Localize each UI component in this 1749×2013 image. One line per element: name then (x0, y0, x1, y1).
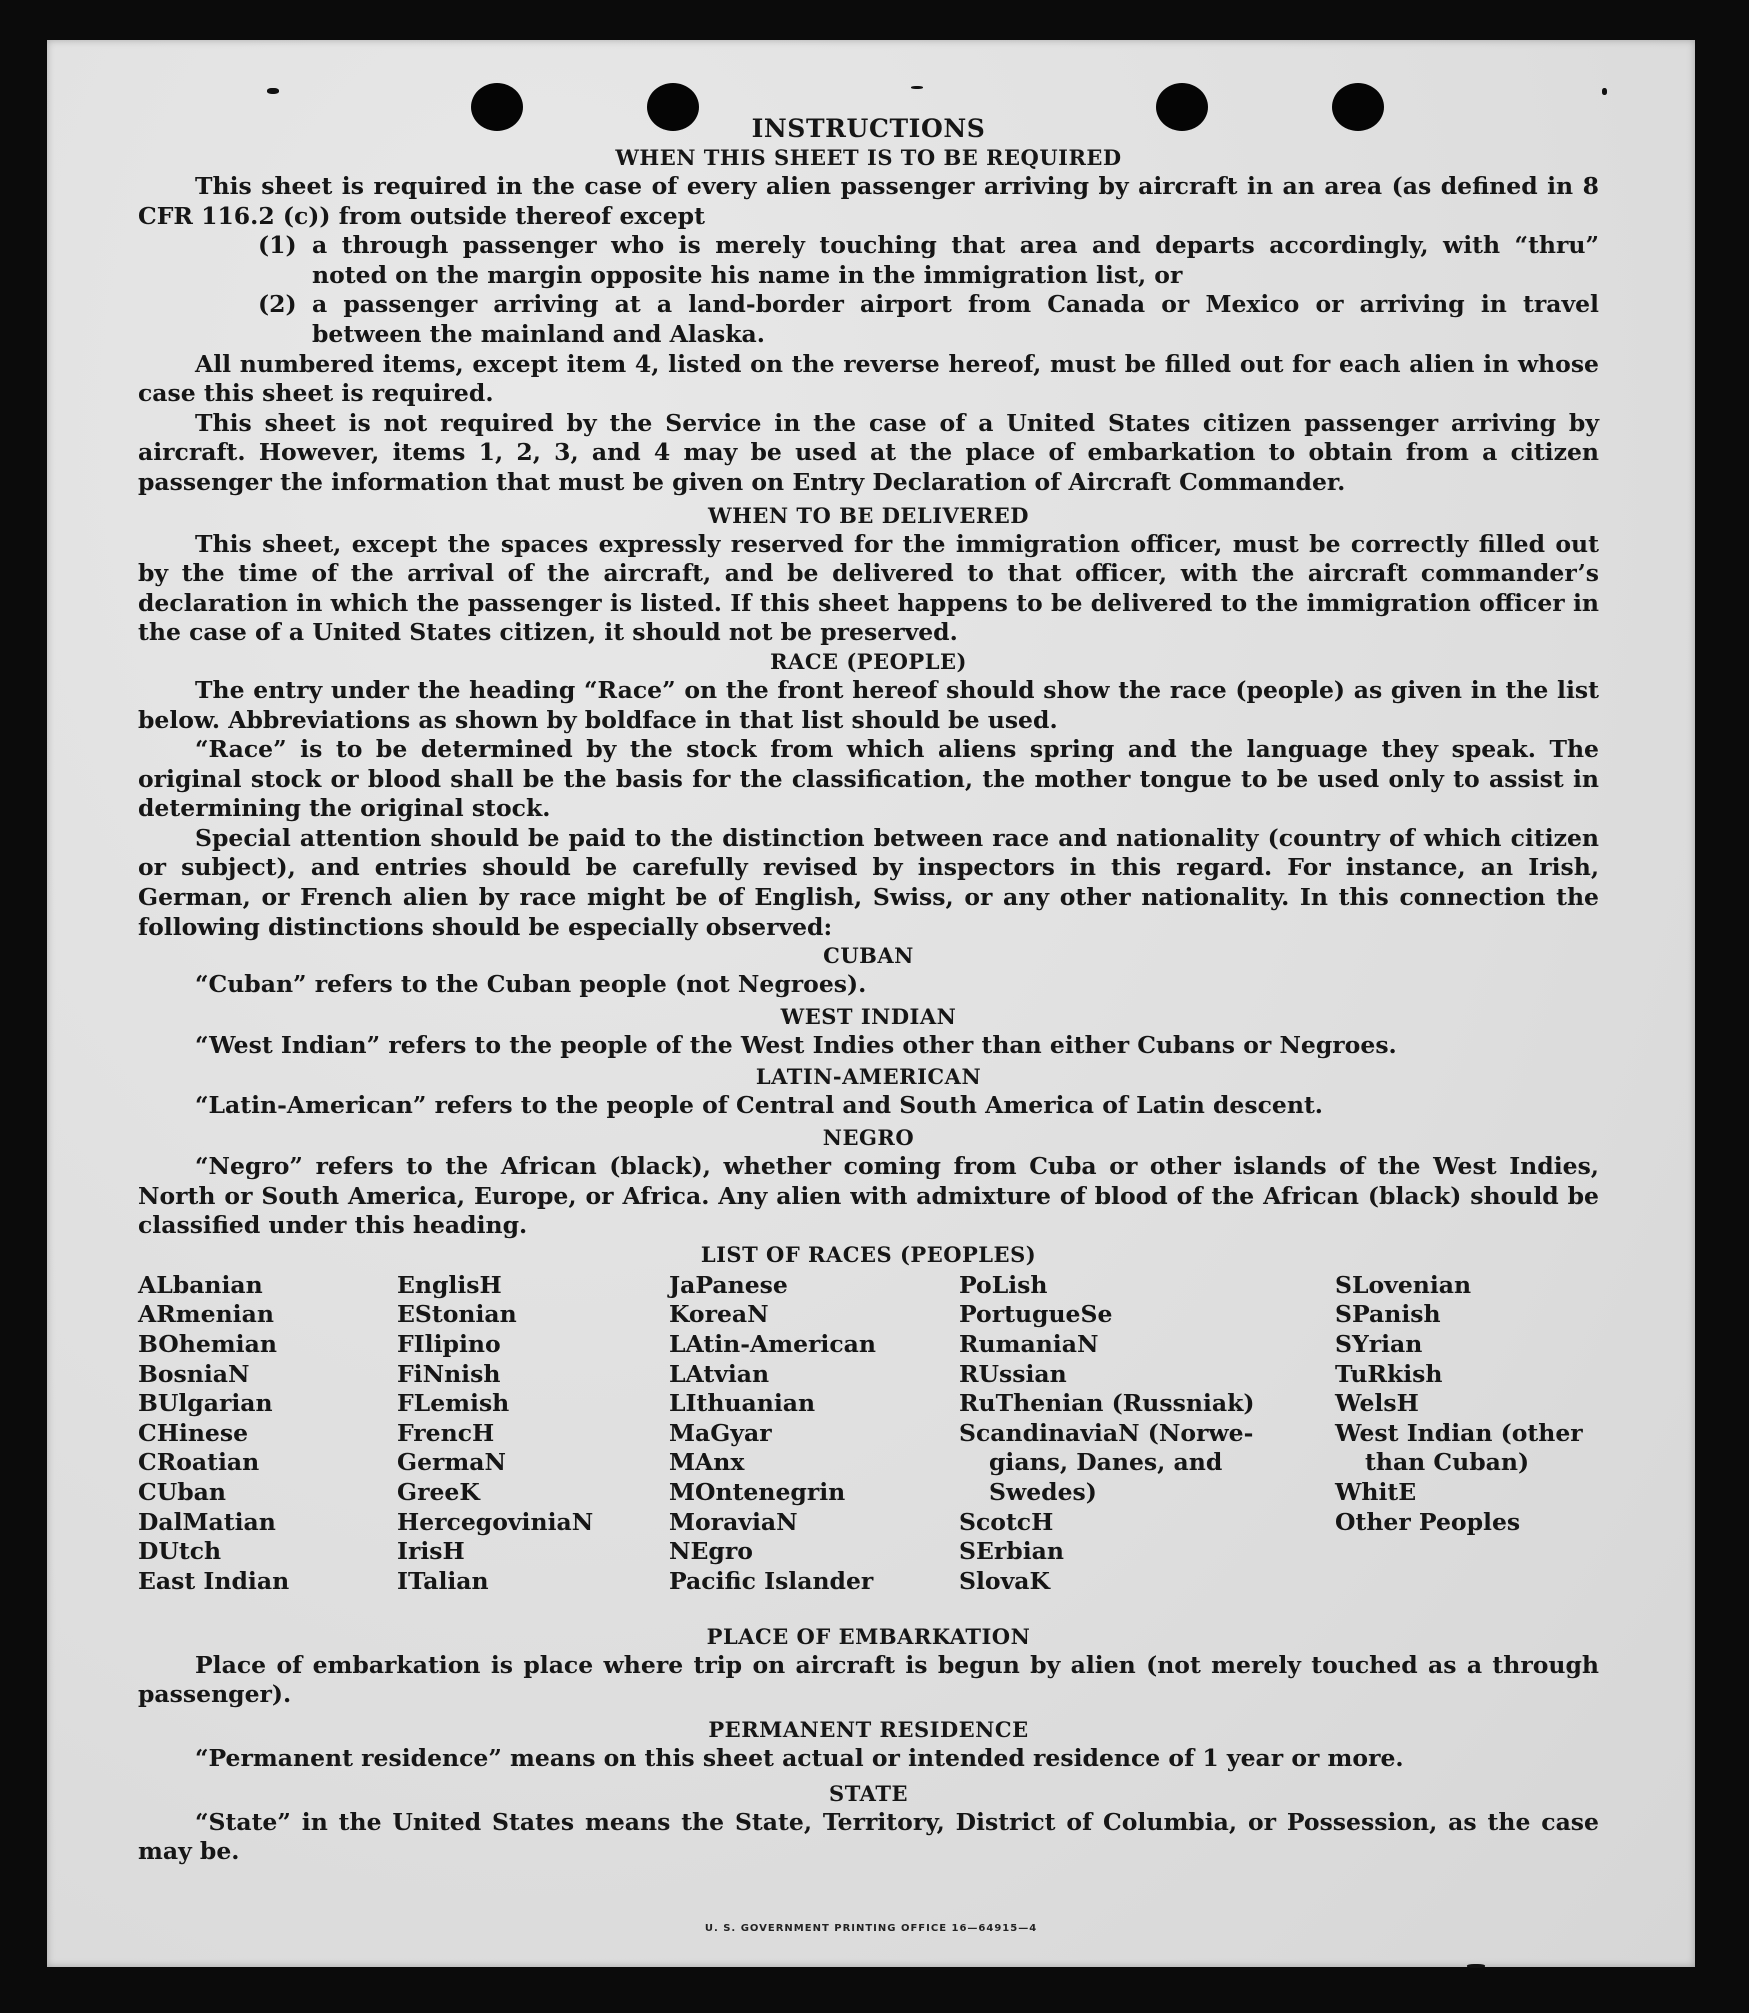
race-entry: SPanish (1335, 1300, 1441, 1329)
race-entry: EnglisH (397, 1270, 502, 1299)
exceptions-list (138, 231, 1599, 349)
section-heading-race: RACE (PEOPLE) (770, 648, 967, 674)
race-paragraph: Special attention should be paid to the distinction between race and nationality (country of which citizen or subject), and entries should be carefully revised by inspectors in this regard. For instance, an Irish, German, or French alien by race might be of English, Swiss, or any other nationality. In this connection the following distinctions should be especially observed: (138, 823, 1599, 941)
race-entry: SErbian (959, 1537, 1064, 1566)
race-entry: DalMatian (138, 1507, 276, 1536)
race-entry: HercegoviniaN (397, 1507, 594, 1536)
race-entry: ARmenian (138, 1300, 274, 1329)
definition-text: “West Indian” refers to the people of the West Indies other than either Cubans or Negroes. (195, 1030, 1397, 1059)
race-entry: MoraviaN (669, 1507, 798, 1536)
race-entry: SLovenian (1335, 1270, 1472, 1299)
race-entry: than Cuban) (1365, 1448, 1530, 1477)
race-entry: BUlgarian (138, 1389, 273, 1418)
races-column (138, 1271, 289, 1597)
race-entry: CRoatian (138, 1448, 260, 1477)
required-intro: This sheet is required in the case of every alien passenger arriving by aircraft in an area (as defined in 8 CFR 116.2 (c)) from outside thereof except (138, 172, 1599, 230)
definition-heading-cuban: CUBAN (823, 943, 914, 969)
race-entry: IrisH (397, 1537, 465, 1566)
race-entry: KoreaN (669, 1300, 769, 1329)
race-entry: SYrian (1335, 1330, 1423, 1358)
race-entry: WhitE (1335, 1477, 1417, 1506)
definition-heading-negro: NEGRO (822, 1125, 915, 1151)
definition-text: “Negro” refers to the African (black), whether coming from Cuba or other islands of the West Indies, North or South America, Europe, or Africa. Any alien with admixture of blood of the African (black) should be classified under this heading. (138, 1152, 1599, 1240)
race-entry: BOhemian (138, 1330, 277, 1358)
section-heading-required: WHEN THIS SHEET IS TO BE REQUIRED (615, 145, 1122, 170)
race-entry: MaGyar (669, 1418, 772, 1447)
races-list (138, 1271, 1599, 1623)
race-entry: ScandinaviaN (Norwe- (959, 1418, 1254, 1447)
race-entry: LAtin-American (669, 1330, 876, 1358)
races-column (397, 1271, 593, 1597)
delivered-paragraph: This sheet, except the spaces expressly reserved for the immigration officer, must be correctly filled out by the time of the arrival of the aircraft, and be delivered to that officer, with the aircraft commander’s declaration in which the passenger is listed. If this sheet happens to be delivered to the immigration officer in the case of a United States citizen, it should not be preserved. (138, 529, 1599, 647)
definition-text: “Cuban” refers to the Cuban people (not Negroes). (195, 970, 867, 999)
race-entry: MAnx (669, 1448, 745, 1477)
race-entry: ALbanian (138, 1270, 263, 1299)
paper-speck (267, 88, 279, 94)
section-heading-residence: PERMANENT RESIDENCE (708, 1717, 1029, 1742)
residence-paragraph: “Permanent residence” means on this sheet actual or intended residence of 1 year or more. (195, 1744, 1404, 1772)
race-entry: FIlipino (397, 1330, 501, 1358)
race-entry: FiNnish (397, 1359, 501, 1388)
section-heading-embarkation: PLACE OF EMBARKATION (706, 1623, 1031, 1649)
race-entry: JaPanese (669, 1270, 788, 1299)
race-entry: RuThenian (Russniak) (959, 1389, 1255, 1418)
race-entry: Swedes) (989, 1477, 1097, 1506)
instructions-title: INSTRUCTIONS (751, 114, 986, 143)
section-heading-state: STATE (829, 1780, 908, 1806)
paper-speck (1602, 88, 1607, 95)
race-entry: BosniaN (138, 1359, 250, 1388)
race-entry: CHinese (138, 1418, 249, 1447)
race-entry: LIthuanian (669, 1389, 816, 1418)
race-entry: FLemish (397, 1389, 510, 1418)
race-entry: RUssian (959, 1359, 1067, 1388)
race-entry: Other Peoples (1335, 1507, 1521, 1536)
race-entry: East Indian (138, 1566, 290, 1595)
race-entry: PortugueSe (959, 1300, 1113, 1329)
race-entry: RumaniaN (959, 1330, 1099, 1358)
races-column (1335, 1271, 1605, 1537)
race-entry: ITalian (397, 1566, 489, 1595)
race-entry: West Indian (other (1335, 1418, 1583, 1447)
embarkation-paragraph: Place of embarkation is place where trip on aircraft is begun by alien (not merely touched as a through passenger). (138, 1650, 1599, 1709)
races-column (669, 1271, 876, 1597)
race-entry: DUtch (138, 1537, 222, 1566)
definition-heading-latin-american: LATIN-AMERICAN (755, 1064, 982, 1090)
race-entry: MOntenegrin (669, 1477, 846, 1506)
section-heading-delivered: WHEN TO BE DELIVERED (707, 502, 1029, 528)
instructions-content (138, 114, 1599, 1867)
race-entry: CUban (138, 1477, 226, 1506)
race-entry: TuRkish (1335, 1359, 1443, 1388)
definition-text: “Latin-American” refers to the people of Central and South America of Latin descent. (195, 1091, 1323, 1120)
race-entry: NEgro (669, 1537, 753, 1566)
race-entry: GreeK (397, 1477, 480, 1506)
exception-item: (1) a through passenger who is merely touching that area and departs accordingly, with “thru” noted on the margin opposite his name in the immigration list, or (258, 231, 1599, 289)
race-entry: Pacific Islander (669, 1566, 874, 1595)
race-entry: LAtvian (669, 1359, 770, 1388)
section-heading-races-list: LIST OF RACES (PEOPLES) (700, 1241, 1037, 1267)
paper-speck (1467, 1964, 1485, 1968)
exception-item: (2) a passenger arriving at a land-border airport from Canada or Mexico or arriving in travel between the mainland and Alaska. (258, 290, 1599, 348)
required-paragraph: All numbered items, except item 4, listed on the reverse hereof, must be filled out for each alien in whose case this sheet is required. (138, 349, 1599, 408)
race-entry: PoLish (959, 1270, 1048, 1299)
race-entry: FrencH (397, 1418, 495, 1447)
race-entry: WelsH (1335, 1389, 1419, 1418)
document-sheet (47, 40, 1695, 1967)
race-entry: EStonian (397, 1300, 517, 1329)
race-entry: GermaN (397, 1448, 506, 1477)
state-paragraph: “State” in the United States means the State, Territory, District of Columbia, or Possession, as the case may be. (138, 1807, 1599, 1866)
definition-heading-west-indian: WEST INDIAN (780, 1003, 957, 1029)
race-entry: gians, Danes, and (989, 1448, 1223, 1477)
required-paragraph: This sheet is not required by the Service in the case of a United States citizen passenger arriving by aircraft. However, items 1, 2, 3, and 4 may be used at the place of embarkation to obtain from a citizen passenger the information that must be given on Entry Declaration of Aircraft Commander. (138, 408, 1599, 496)
races-column (959, 1271, 1259, 1597)
race-paragraph: The entry under the heading “Race” on the front hereof should show the race (people) as given in the list below. Abbreviations as shown by boldface in that list should be used. (138, 675, 1599, 734)
race-entry: SlovaK (959, 1566, 1050, 1595)
paper-speck (911, 86, 923, 89)
race-entry: ScotcH (959, 1507, 1054, 1536)
printing-office-imprint: U. S. GOVERNMENT PRINTING OFFICE 16—64915—4 (704, 1923, 1038, 1934)
race-paragraph: “Race” is to be determined by the stock from which aliens spring and the language they speak. The original stock or blood shall be the basis for the classification, the mother tongue to be used only to assist in determining the original stock. (138, 735, 1599, 823)
